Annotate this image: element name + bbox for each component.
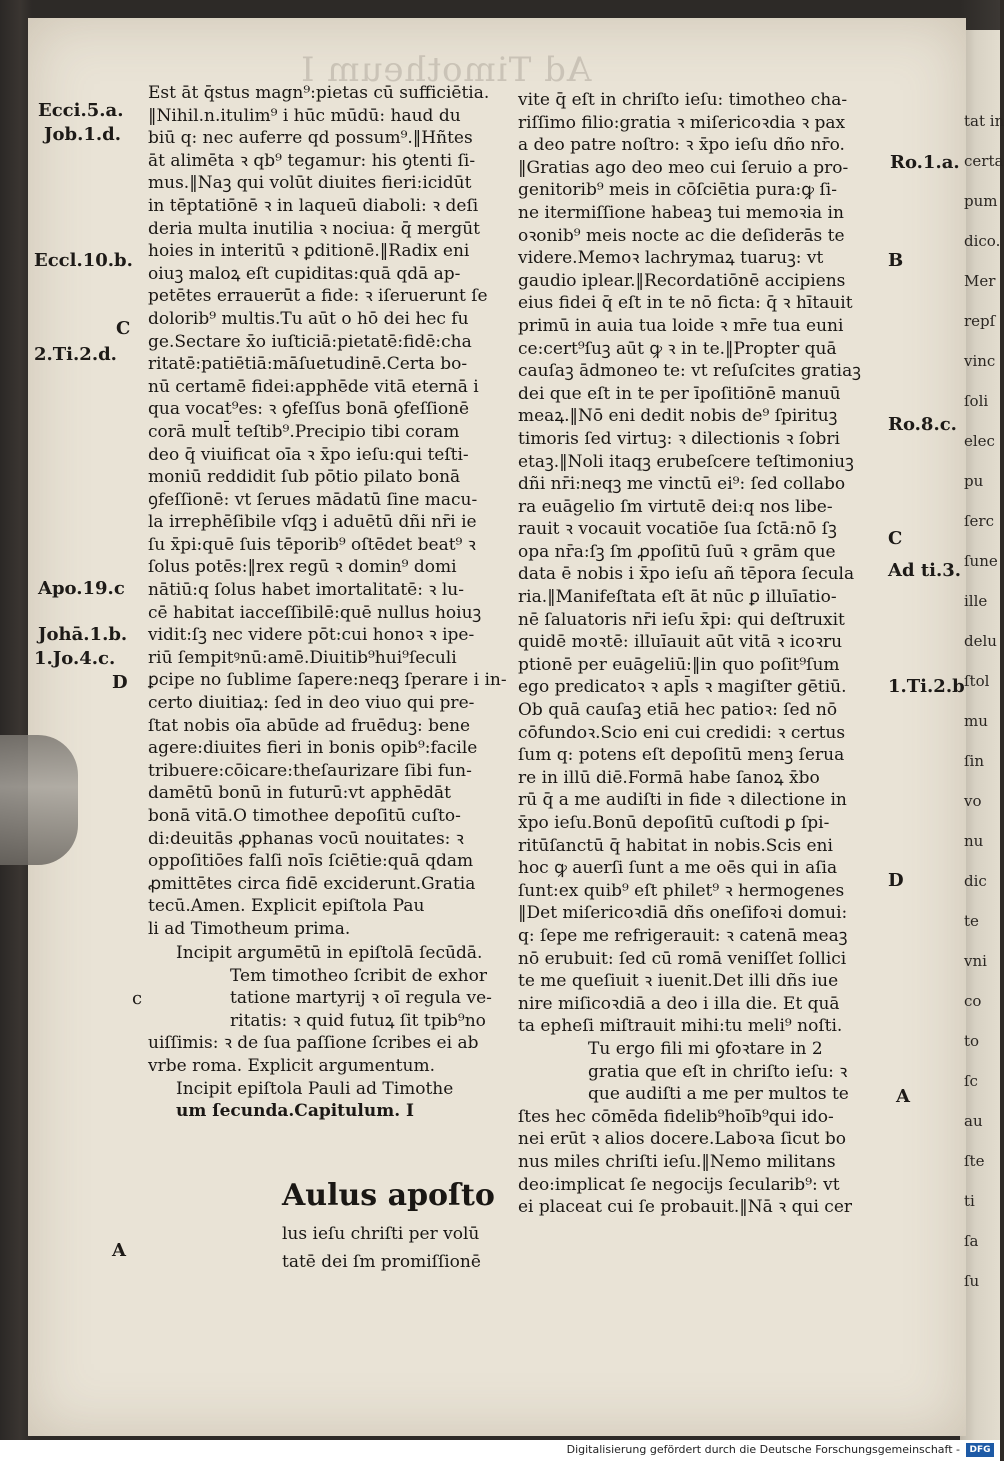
- text-line: deo q̄ viuificat oīa ꝛ x̄po ieſu:qui teſti-: [148, 444, 469, 465]
- facing-page-fragment: mu: [964, 712, 988, 730]
- facing-page-fragment: ſin: [964, 752, 985, 770]
- text-line: ritatē:patiētiā:māſuetudinē.Certa bo-: [148, 354, 468, 375]
- initial-line-3: tatē dei ſm promiſſionē: [282, 1252, 481, 1272]
- facing-page-fragment: elec: [964, 432, 995, 450]
- text-line: ‖Gratias ago deo meo cui ſeruio a pro-: [518, 157, 849, 178]
- text-line: oiuꝫ maloꝝ eſt cupiditas:quā qdā ap-: [148, 263, 461, 284]
- text-line: qua vocat⁹es: ꝛ ꝯfeſſus bonā ꝯfeſſionē: [148, 399, 470, 420]
- text-line: a deo patre noſtro: ꝛ x̄po ieſu dño nr̄o.: [518, 135, 845, 156]
- right-text-column: [518, 89, 878, 1219]
- text-line: Ob quā cauſaꝫ etiā hec patioꝛ: ſed nō: [518, 700, 838, 721]
- text-line: ‖Nihil.n.itulim⁹ i hūc mūdū: haud du: [148, 105, 461, 126]
- text-line: primū in auia tua loide ꝛ mr̄e tua euni: [518, 315, 844, 336]
- text-line: nei erūt ꝛ alios docere.Laboꝛa ſicut bo: [518, 1129, 847, 1150]
- text-line: cauſaꝫ ādmoneo te: vt reſuſcites gratiaꝫ: [518, 361, 861, 382]
- left-text-column: [148, 82, 507, 941]
- text-line: dolorib⁹ multis.Tu aūt o hō dei hec fu: [148, 308, 469, 329]
- facing-page-fragment: ille: [964, 592, 988, 610]
- text-line: certo diuitiaꝝ: ſed in deo viuo qui pre-: [148, 693, 475, 714]
- margin-section-c: C: [116, 318, 131, 339]
- facing-page-fragment: vinc: [964, 352, 996, 370]
- text-line: ‖Det miſericoꝛdiā dñs oneſifoꝛi domui:: [518, 903, 848, 924]
- text-line: ſtes hec cōmēda fidelib⁹hoīb⁹qui ido-: [518, 1106, 834, 1127]
- text-line: tecū.Amen. Explicit epiſtola Pau: [148, 896, 425, 917]
- text-line: meaꝝ.‖Nō eni dedit nobis de⁹ ſpirituꝫ: [518, 406, 838, 427]
- facing-page-fragment: ſa: [964, 1232, 979, 1250]
- text-line: oꝛonib⁹ meis nocte ac die deſiderās te: [518, 225, 845, 246]
- facing-page-fragment: ti: [964, 1192, 975, 1210]
- text-line: li ad Timotheum prima.: [148, 918, 351, 939]
- text-line: ptionē per euāgeliū:‖in quo poſit⁹ſum: [518, 654, 840, 675]
- text-line: riū ſempitꝰnū:amē.Diuitib⁹hui⁹ſeculi: [148, 647, 457, 668]
- footer-credit: Digitalisierung gefördert durch die Deutsche Forschungsgemeinschaft -: [566, 1443, 960, 1456]
- facing-page-fragment: vni: [964, 952, 987, 970]
- margin-section-c-right: C: [888, 528, 903, 549]
- text-line: genitorib⁹ meis in cōſciētia pura:ꝙ ſi-: [518, 180, 837, 201]
- footer-bar: [0, 1440, 1000, 1461]
- text-line: ei placeat cui ſe probauit.‖Nā ꝛ qui cer: [518, 1197, 853, 1218]
- initial-line-2: lus ieſu chriſti per volū: [282, 1224, 480, 1244]
- argument-line: Incipit argumētū in epiſtolā ſecūdā.: [176, 943, 483, 963]
- facing-page-fragment: to: [964, 1032, 980, 1050]
- facing-page-fragment: ſtol: [964, 672, 990, 690]
- text-line: biū q: nec auferre qd possum⁹.‖Hñtes: [148, 128, 473, 149]
- text-line: dñi nr̄i:neqꝫ me vinctū ei⁹: ſed collabo: [518, 474, 846, 495]
- text-line: hoies in interitū ꝛ ꝑditionē.‖Radix eni: [148, 241, 470, 262]
- argument-line: tatione martyrij ꝛ oī regula ve-: [230, 988, 492, 1009]
- facing-page-fragment: ſte: [964, 1152, 985, 1170]
- text-line: ta epheſi miſtrauit mihi:tu meli⁹ noſti.: [518, 1016, 843, 1037]
- text-line: nire miſicoꝛdiā a deo i illa die. Et quā: [518, 993, 840, 1014]
- text-line: rauit ꝛ vocauit vocatiōe ſua ſctā:nō ſꝫ: [518, 519, 837, 540]
- text-line: dei que eſt in te per īpoſitiōnē manuū: [518, 383, 841, 404]
- margin-note-apo: Apo.19.c: [38, 578, 125, 599]
- facing-page-fragment: pu: [964, 472, 984, 490]
- text-line: x̄po ieſu.Bonū depoſitū cuſtodi ꝑ ſpi-: [518, 813, 830, 833]
- facing-page-fragment: certa: [964, 152, 1004, 170]
- margin-section-d: D: [112, 672, 128, 693]
- margin-section-a-right: A: [896, 1086, 910, 1107]
- text-line: ge.Sectare x̄o iuſticiā:pietatē:fidē:cha: [148, 331, 472, 352]
- facing-page-fragment: vo: [964, 792, 982, 810]
- text-line: te me queſiuit ꝛ iuenit.Det illi dñs iue: [518, 971, 839, 992]
- facing-page-fragment: tat in: [964, 112, 1004, 130]
- margin-note-2ti: 2.Ti.2.d.: [34, 344, 117, 365]
- text-line: nō erubuit: ſed cū romā veniſſet ſollici: [518, 948, 847, 969]
- text-line: ria.‖Manifeſtata eſt āt nūc ꝑ illuīatio-: [518, 587, 837, 608]
- facing-page-fragment: pum: [964, 192, 998, 210]
- text-line: gratia que eſt in chriſto ieſu: ꝛ: [588, 1061, 848, 1082]
- text-line: petētes errauerūt a fide: ꝛ iſeruerunt ſe: [148, 286, 488, 307]
- facing-page-fragment: ſu: [964, 1272, 980, 1290]
- argument-line: Incipit epiſtola Pauli ad Timothe: [176, 1078, 454, 1099]
- text-line: nē ſaluatoris nr̄i ieſu x̄pi: qui deſtruxit: [518, 609, 845, 630]
- text-line: ne itermiſſione habeaꝫ tui memoꝛia in: [518, 202, 844, 223]
- text-line: oppoſitiōes falſi noīs ſciētie:quā qdam: [148, 851, 474, 872]
- text-line: ſum q: potens eſt depoſitū menꝫ ſerua: [518, 745, 845, 766]
- margin-small-c: c: [132, 988, 143, 1009]
- text-line: cē habitat iacceſſibilē:quē nullus hoiuꝫ: [148, 602, 482, 623]
- text-line: āt alimēta ꝛ qb⁹ tegamur: his ꝯtenti ſi-: [148, 150, 476, 171]
- facing-page-fragment: dic: [964, 872, 987, 890]
- text-line: ſolus potēs:‖rex regū ꝛ domin⁹ domi: [148, 557, 457, 578]
- text-line: vite q̄ eſt in chriſto ieſu: timotheo cha-: [518, 90, 848, 110]
- facing-page-fragment: ſerc: [964, 512, 994, 530]
- text-line: mus.‖Naꝫ qui volūt diuites fieri:icidūt: [148, 173, 472, 194]
- text-line: opa nr̄a:ſꝫ ſm ꝓpoſitū ſuū ꝛ grām que: [518, 541, 836, 562]
- text-line: etaꝫ.‖Noli itaqꝫ erubeſcere teſtimoniuꝫ: [518, 451, 854, 472]
- facing-page-fragment: ſoli: [964, 392, 989, 410]
- facing-page-fragment: dico.: [964, 232, 1001, 250]
- text-line: ꝯfeſſionē: vt ſerues mādatū ſine macu-: [148, 489, 478, 510]
- margin-note-1jo: 1.Jo.4.c.: [34, 648, 116, 669]
- argument-block: [148, 942, 492, 1123]
- text-line: bonā vitā.O timothee depoſitū cuſto-: [148, 806, 461, 826]
- text-line: ce:cert⁹ſuꝫ aūt ꝙ ꝛ in te.‖Propter quā: [518, 338, 837, 359]
- margin-section-b: B: [888, 250, 904, 271]
- facing-page-fragment: Mer: [964, 272, 996, 290]
- text-line: que audiſti a me per multos te: [588, 1084, 849, 1105]
- facing-page-fragment: au: [964, 1112, 983, 1130]
- margin-note-eccl: Eccl.10.b.: [34, 250, 133, 271]
- text-line: Tu ergo fili mi ꝯfoꝛtare in 2: [588, 1038, 823, 1059]
- facing-page-fragment: te: [964, 912, 979, 930]
- show-through-header: Ad Timotheum I: [300, 50, 592, 90]
- text-line: rū q̄ a me audiſti in fide ꝛ dilectione in: [518, 790, 847, 811]
- facing-page-fragment: ſune: [964, 552, 998, 570]
- text-line: ego predicatoꝛ ꝛ apl̄s ꝛ magiſter gētiū.: [518, 677, 847, 698]
- text-line: damētū bonū in futurū:vt apphēdāt: [148, 783, 452, 804]
- argument-line: uiſſimis: ꝛ de ſua paſſione ſcribes ei ab: [148, 1033, 479, 1054]
- text-line: ra euāgelio ſm virtutē dei:q nos libe-: [518, 496, 833, 517]
- margin-note-1ti: 1.Ti.2.b: [888, 676, 965, 697]
- book-clasp: [0, 735, 78, 865]
- text-line: hoc ꝙ auerſi ſunt a me oēs qui in aſia: [518, 858, 838, 879]
- margin-note-joha: Johā.1.b.: [38, 624, 128, 645]
- text-line: timoris ſed virtuꝫ: ꝛ dilectionis ꝛ ſobri: [518, 428, 840, 449]
- text-line: di:deuitās ꝓphanas vocū nouitates: ꝛ: [148, 828, 464, 849]
- margin-note-ecci: Ecci.5.a.: [38, 100, 124, 121]
- facing-page-fragment: repſ: [964, 312, 996, 330]
- text-line: quidē moꝛtē: illuīauit aūt vitā ꝛ icoꝛru: [518, 632, 843, 653]
- text-line: vidit:ſꝫ nec videre pōt:cui honoꝛ ꝛ ipe-: [148, 625, 475, 646]
- text-line: ꝓmittētes circa fidē exciderunt.Gratia: [148, 873, 476, 894]
- text-line: tribuere:cōicare:theſaurizare ſibi fun-: [148, 760, 472, 781]
- dfg-logo: DFG: [966, 1443, 994, 1457]
- text-line: ſu x̄pi:quē ſuis tēporib⁹ oſtēdet beat⁹ ꝛ: [148, 534, 476, 555]
- text-line: ſtat nobis oīa abūde ad fruēduꝫ: bene: [148, 715, 471, 736]
- initial-line-1: Aulus apoſto: [282, 1178, 495, 1213]
- facing-page-fragment: nu: [964, 832, 984, 850]
- margin-note-job: Job.1.d.: [44, 124, 122, 145]
- text-line: ſunt:ex quib⁹ eſt philet⁹ ꝛ hermogenes: [518, 880, 845, 901]
- argument-line: vrbe roma. Explicit argumentum.: [148, 1055, 435, 1076]
- text-line: la irrephēſibile vſqꝫ i aduētū dñi nr̄i ie: [148, 512, 477, 533]
- text-line: re in illū diē.Formā habe ſanoꝝ x̄bo: [518, 767, 820, 788]
- text-line: gaudio iplear.‖Recordatiōnē accipiens: [518, 270, 846, 291]
- argument-line: Tem timotheo ſcribit de exhor: [230, 965, 487, 986]
- text-line: nātiū:q ſolus habet imortalitatē: ꝛ lu-: [148, 580, 464, 601]
- text-line: ꝑcipe no ſublime ſapere:neqꝫ ſperare i in-: [148, 670, 507, 691]
- argument-line: ritatis: ꝛ quid futuꝝ ſit tpib⁹no: [230, 1010, 486, 1031]
- facing-page-fragment: ſc: [964, 1072, 978, 1090]
- text-line: nū certamē fidei:apphēde vitā eternā i: [148, 376, 479, 397]
- facing-page-fragment: co: [964, 992, 982, 1010]
- margin-note-ro8: Ro.8.c.: [888, 414, 957, 435]
- margin-section-a-left: A: [112, 1240, 126, 1261]
- text-line: nus miles chriſti ieſu.‖Nemo militans: [518, 1151, 836, 1172]
- text-line: Est āt q̄stus magn⁹:pietas cū sufficiētia.: [148, 83, 490, 103]
- facing-page-fragment: delu: [964, 632, 997, 650]
- argument-line: um ſecunda.Capitulum. I: [176, 1101, 414, 1122]
- text-line: in tēptatiōnē ꝛ in laqueū diaboli: ꝛ deſi: [148, 195, 479, 216]
- text-line: riſſimo filio:gratia ꝛ miſericoꝛdia ꝛ pax: [518, 112, 846, 133]
- text-line: ritūſanctū q̄ habitat in nobis.Scis eni: [518, 835, 833, 856]
- text-line: agere:diuites fieri in bonis opib⁹:facile: [148, 738, 478, 759]
- text-line: eius fidei q̄ eſt in te nō ficta: q̄ ꝛ hītauit: [518, 293, 853, 314]
- text-line: moniū reddidit ſub pōtio pilato bonā: [148, 467, 461, 488]
- text-line: deo:implicat ſe negocijs ſecularib⁹: vt: [518, 1174, 840, 1195]
- text-line: videre.Memoꝛ lachrymaꝝ tuaruꝫ: vt: [518, 248, 824, 269]
- margin-note-ro1: Ro.1.a.: [890, 152, 960, 173]
- text-line: cōfundoꝛ.Scio eni cui credidi: ꝛ certus: [518, 722, 846, 743]
- margin-note-adti: Ad ti.3.: [888, 560, 962, 581]
- text-line: q: ſepe me refrigerauit: ꝛ catenā meaꝫ: [518, 925, 848, 946]
- margin-section-d-right: D: [888, 870, 904, 891]
- text-line: corā mult̄ teſtib⁹.Precipio tibi coram: [148, 421, 460, 442]
- text-line: deria multa inutilia ꝛ nociua: q̄ mergūt: [148, 218, 481, 239]
- text-line: data ē nobis i x̄po ieſu añ tēpora ſecula: [518, 564, 855, 585]
